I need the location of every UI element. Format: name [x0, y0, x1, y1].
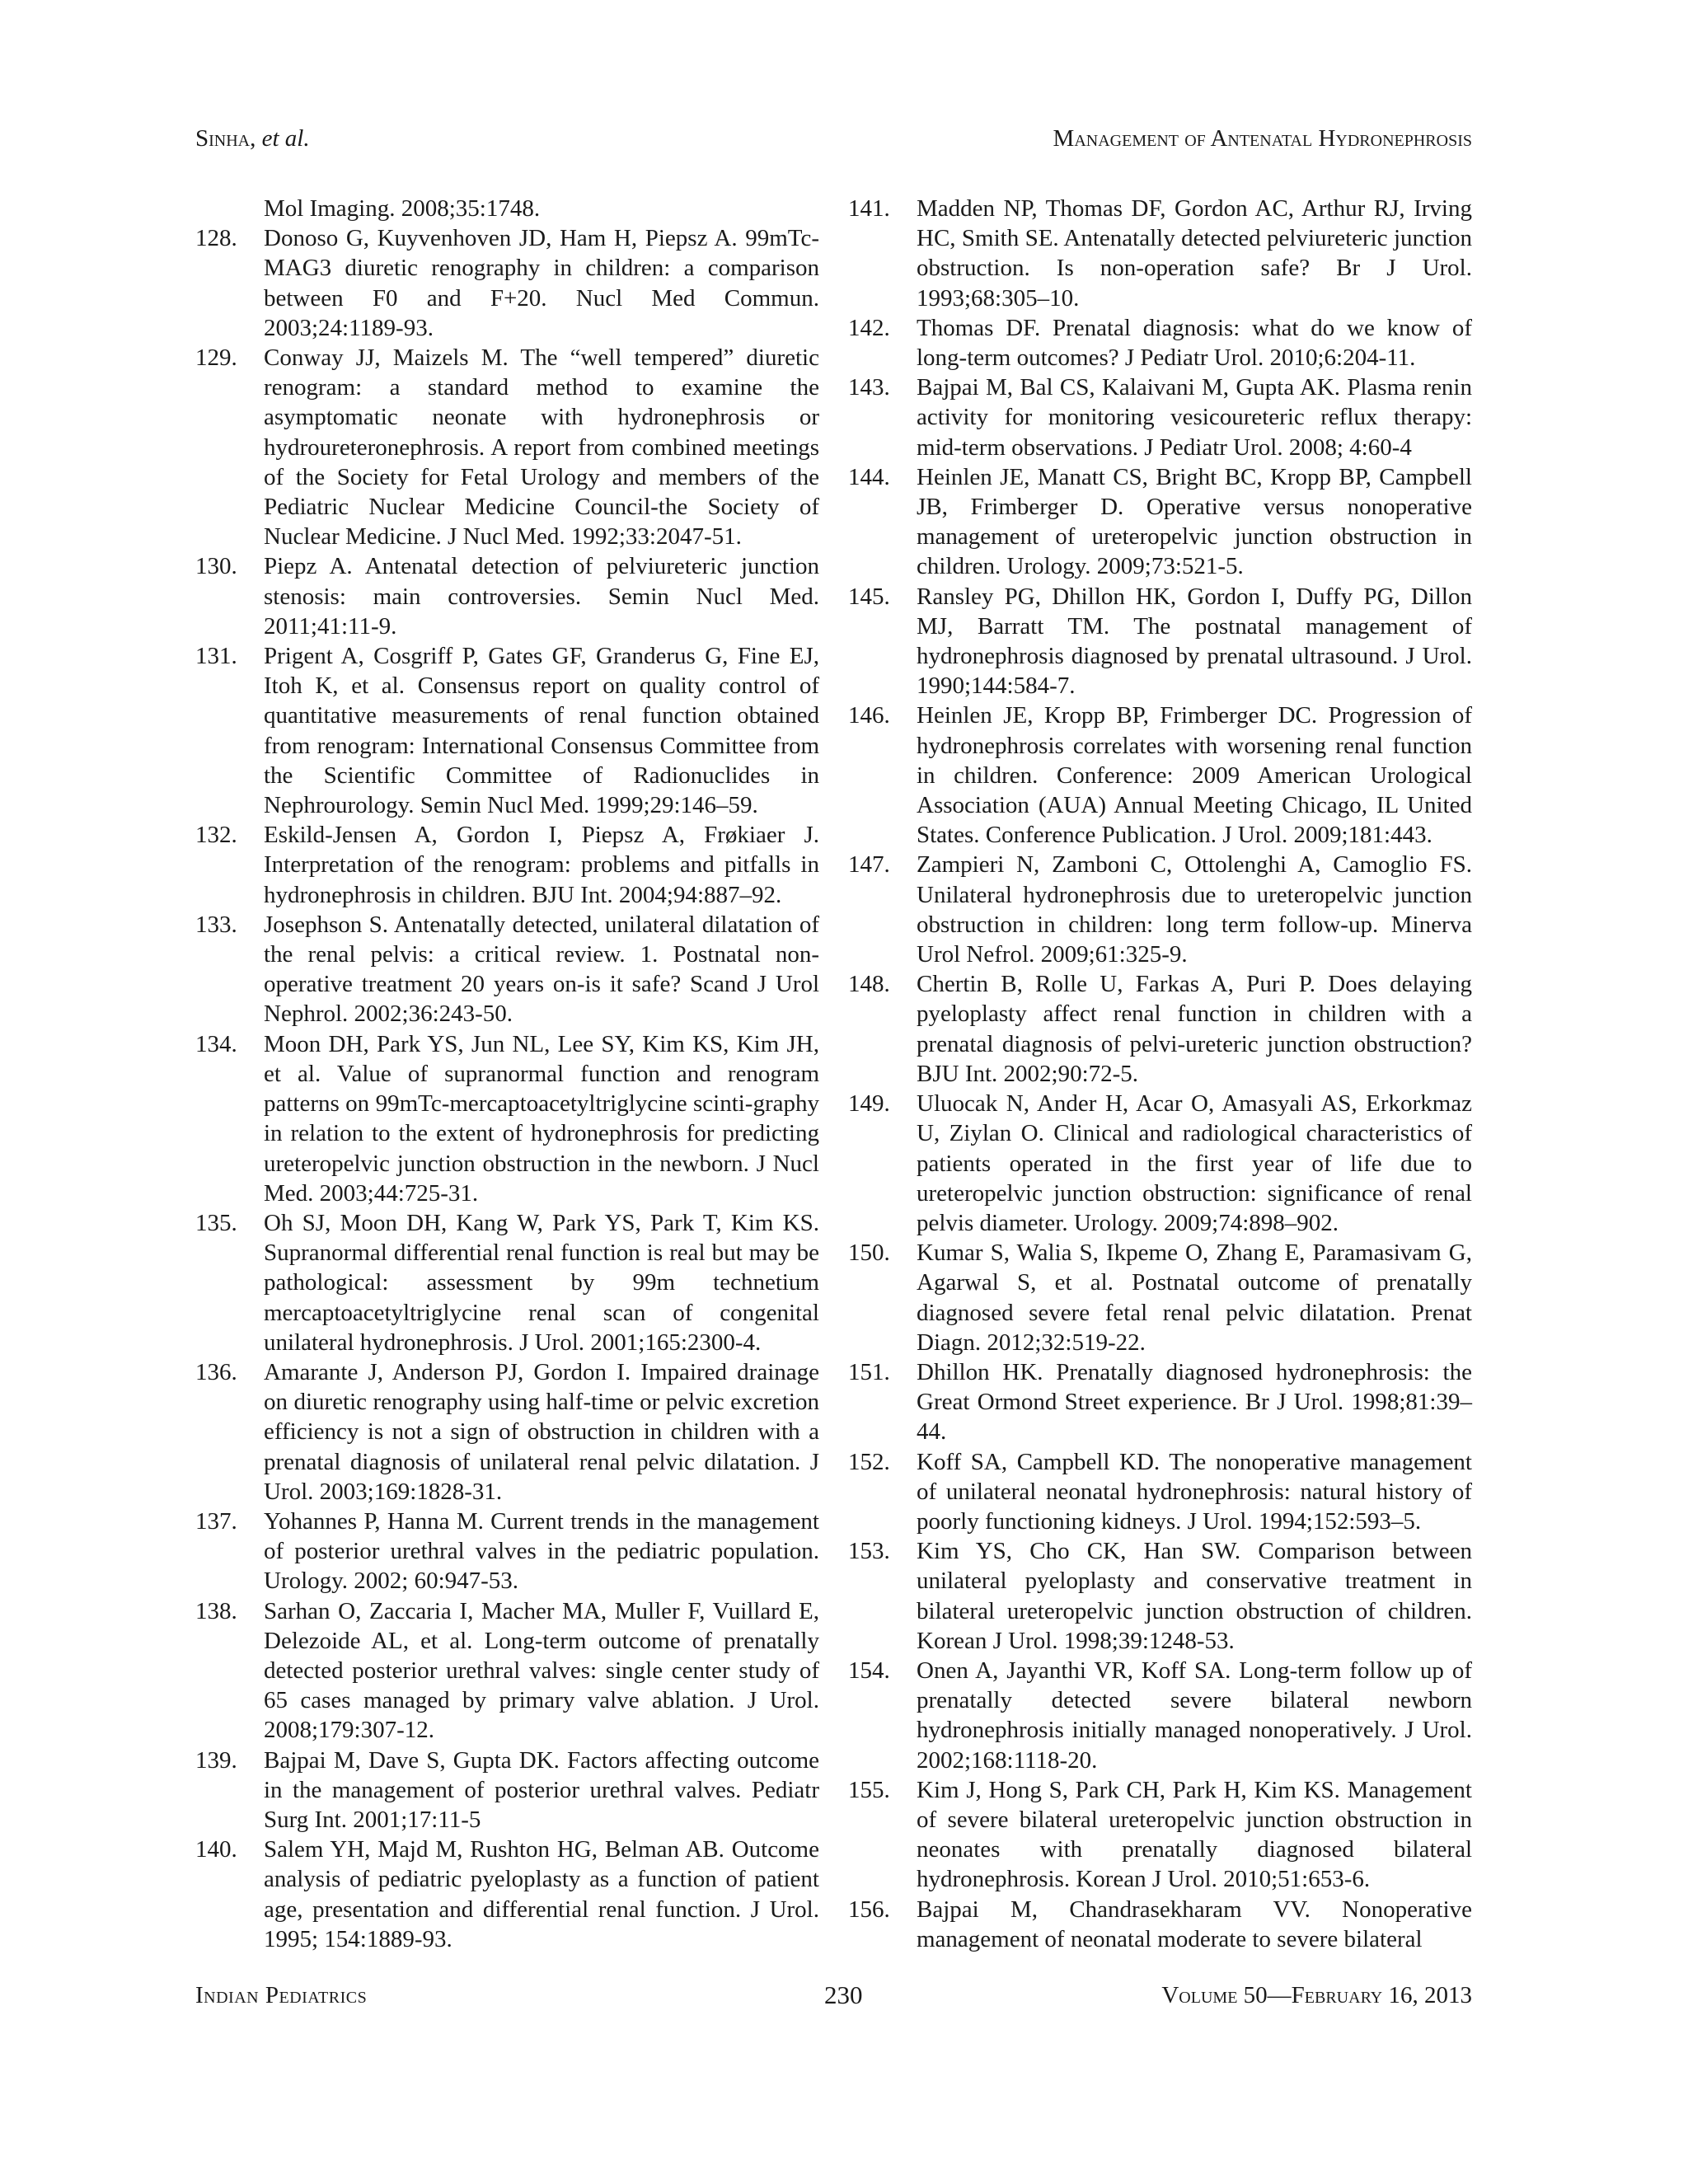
reference-continuation: Mol Imaging. 2008;35:1748. — [264, 195, 541, 222]
reference-item — [195, 1596, 819, 1746]
reference-number: 142. — [848, 314, 890, 341]
reference-number: 129. — [195, 344, 237, 372]
reference-number: 146. — [848, 702, 890, 729]
reference-item — [848, 969, 1472, 1089]
reference-number: 152. — [848, 1448, 890, 1475]
reference-number: 154. — [848, 1657, 890, 1684]
reference-item — [195, 641, 819, 820]
footer-volume-date: Volume 50—February 16, 2013 — [1161, 1982, 1472, 2008]
reference-number: 137. — [195, 1507, 237, 1535]
reference-number: 144. — [848, 463, 890, 490]
reference-item — [195, 551, 819, 641]
reference-number: 135. — [195, 1209, 237, 1236]
reference-item — [195, 1357, 819, 1507]
reference-text: Thomas DF. Prenatal diagnosis: what do we know of long-term outcomes? J Pediatr Urol. 2010;6:204-11. — [917, 314, 1472, 372]
reference-text: Prigent A, Cosgriff P, Gates GF, Granderus G, Fine EJ, Itoh K, et al. Consensus report on quality control of quantitative measurements of renal function obtained from renogram: International Consensus Committee from the Scientific Committee of Radionuclides in Nephrourology. Semin Nucl Med. 1999;29:146–59. — [264, 643, 819, 819]
reference-number: 153. — [848, 1538, 890, 1565]
reference-text: Sarhan O, Zaccaria I, Macher MA, Muller F, Vuillard E, Delezoide AL, et al. Long-term outcome of prenatally detected posterior urethral valves: single center study of 65 cases managed by primary valve ablation. J Urol. 2008;179:307-12. — [264, 1597, 819, 1744]
reference-number: 151. — [848, 1358, 890, 1385]
header-author-name: Sinha, — [195, 125, 256, 152]
reference-item — [848, 701, 1472, 850]
reference-text: Bajpai M, Chandrasekharam VV. Nonoperative management of neonatal moderate to severe bilateral — [917, 1896, 1472, 1952]
reference-text: Madden NP, Thomas DF, Gordon AC, Arthur RJ, Irving HC, Smith SE. Antenatally detected pelviureteric junction obstruction. Is non-operation safe? Br J Urol. 1993;68:305–10. — [917, 195, 1472, 312]
reference-number: 140. — [195, 1836, 237, 1863]
reference-number: 143. — [848, 374, 890, 401]
reference-item — [195, 223, 819, 343]
reference-item — [848, 1089, 1472, 1238]
reference-text: Kim J, Hong S, Park CH, Park H, Kim KS. Management of severe bilateral ureteropelvic junction obstruction in neonates with prenatally diagnosed bilateral hydronephrosis. Korean J Urol. 2010;51:653-6. — [917, 1776, 1472, 1893]
reference-number: 138. — [195, 1597, 237, 1624]
reference-number: 133. — [195, 911, 237, 938]
reference-column-left — [195, 194, 819, 1954]
reference-text: Bajpai M, Bal CS, Kalaivani M, Gupta AK. Plasma renin activity for monitoring vesicoureteric reflux therapy: mid-term observations. J Pediatr Urol. 2008; 4:60-4 — [917, 374, 1472, 461]
reference-text: Yohannes P, Hanna M. Current trends in the management of posterior urethral valves in the pediatric population. Urology. 2002; 60:947-53. — [264, 1507, 819, 1595]
reference-item — [195, 820, 819, 910]
reference-text: Ransley PG, Dhillon HK, Gordon I, Duffy PG, Dillon MJ, Barratt TM. The postnatal management of hydronephrosis diagnosed by prenatal ultrasound. J Urol. 1990;144:584-7. — [917, 583, 1472, 700]
reference-item — [848, 582, 1472, 701]
reference-text: Heinlen JE, Manatt CS, Bright BC, Kropp BP, Campbell JB, Frimberger D. Operative versus nonoperative management of ureteropelvic junction obstruction in children. Urology. 2009;73:521-5. — [917, 463, 1472, 580]
reference-list-left — [195, 223, 819, 1954]
reference-number: 149. — [848, 1090, 890, 1118]
reference-number: 148. — [848, 971, 890, 998]
reference-number: 156. — [848, 1896, 890, 1923]
reference-text: Josephson S. Antenatally detected, unilateral dilatation of the renal pelvis: a critical review. 1. Postnatal non-operative treatment 20 years on-is it safe? Scand J Urol Nephrol. 2002;36:243-50. — [264, 911, 819, 1028]
reference-text: Heinlen JE, Kropp BP, Frimberger DC. Progression of hydronephrosis correlates with worsening renal function in children. Conference: 2009 American Urological Association (AUA) Annual Meeting Chicago, IL United States. Conference Publication. J Urol. 2009;181:443. — [917, 702, 1472, 849]
reference-text: Salem YH, Majd M, Rushton HG, Belman AB. Outcome analysis of pediatric pyeloplasty as a function of patient age, presentation and differential renal function. J Urol. 1995; 154:1889-93. — [264, 1836, 819, 1952]
reference-text: Piepz A. Antenatal detection of pelviureteric junction stenosis: main controversies. Semin Nucl Med. 2011;41:11-9. — [264, 553, 819, 640]
reference-number: 131. — [195, 643, 237, 670]
reference-number: 141. — [848, 195, 890, 222]
reference-item — [848, 194, 1472, 313]
reference-item — [848, 1357, 1472, 1447]
header-author-suffix: et al. — [261, 125, 310, 152]
reference-text: Eskild-Jensen A, Gordon I, Piepsz A, Frøkiaer J. Interpretation of the renogram: problems and pitfalls in hydronephrosis in children. BJU Int. 2004;94:887–92. — [264, 822, 819, 908]
reference-number: 145. — [848, 583, 890, 610]
reference-text: Chertin B, Rolle U, Farkas A, Puri P. Does delaying pyeloplasty affect renal function in children with a prenatal diagnosis of pelvi-ureteric junction obstruction? BJU Int. 2002;90:72-5. — [917, 971, 1472, 1087]
reference-item — [848, 373, 1472, 462]
reference-item — [195, 1507, 819, 1596]
reference-text: Onen A, Jayanthi VR, Koff SA. Long-term follow up of prenatally detected severe bilateral newborn hydronephrosis initially managed nonoperatively. J Urol. 2002;168:1118-20. — [917, 1657, 1472, 1774]
reference-item — [848, 1775, 1472, 1895]
reference-number: 139. — [195, 1746, 237, 1774]
reference-text: Bajpai M, Dave S, Gupta DK. Factors affecting outcome in the management of posterior urethral valves. Pediatr Surg Int. 2001;17:11-5 — [264, 1746, 819, 1833]
reference-item — [848, 850, 1472, 969]
reference-number: 136. — [195, 1358, 237, 1385]
reference-number: 134. — [195, 1030, 237, 1057]
reference-number: 132. — [195, 822, 237, 849]
reference-text: Koff SA, Campbell KD. The nonoperative management of unilateral neonatal hydronephrosis: natural history of poorly functioning kidneys. J Urol. 1994;152:593–5. — [917, 1448, 1472, 1535]
footer-page-number: 230 — [824, 1980, 863, 2009]
reference-item — [848, 1447, 1472, 1537]
running-header-authors — [195, 125, 310, 152]
reference-item — [195, 343, 819, 551]
reference-item — [195, 1208, 819, 1357]
reference-text: Kim YS, Cho CK, Han SW. Comparison between unilateral pyeloplasty and conservative treatment in bilateral ureteropelvic junction obstruction of children. Korean J Urol. 1998;39:1248-53. — [917, 1538, 1472, 1654]
running-header-title: Management of Antenatal Hydronephrosis — [1053, 125, 1472, 152]
reference-item — [848, 313, 1472, 373]
reference-list-right — [848, 194, 1472, 1954]
reference-text: Conway JJ, Maizels M. The “well tempered” diuretic renogram: a standard method to examine the asymptomatic neonate with hydronephrosis or hydroureteronephrosis. A report from combined meetings of the Society for Fetal Urology and members of the Pediatric Nuclear Medicine Council-the Society of Nuclear Medicine. J Nucl Med. 1992;33:2047-51. — [264, 344, 819, 551]
reference-text: Moon DH, Park YS, Jun NL, Lee SY, Kim KS, Kim JH, et al. Value of supranormal function and renogram patterns on 99mTc-mercaptoacetyltriglycine scinti-graphy in relation to the extent of hydronephrosis for predicting ureteropelvic junction obstruction in the newborn. J Nucl Med. 2003;44:725-31. — [264, 1030, 819, 1207]
reference-number: 155. — [848, 1776, 890, 1803]
reference-item — [195, 910, 819, 1029]
reference-number: 128. — [195, 225, 237, 252]
reference-item — [848, 462, 1472, 582]
reference-text: Donoso G, Kuyvenhoven JD, Ham H, Piepsz A. 99mTc-MAG3 diuretic renography in children: a comparison between F0 and F+20. Nucl Med Commun. 2003;24:1189-93. — [264, 225, 819, 341]
reference-text: Kumar S, Walia S, Ikpeme O, Zhang E, Paramasivam G, Agarwal S, et al. Postnatal outcome of prenatally diagnosed severe fetal renal pelvic dilatation. Prenat Diagn. 2012;32:519-22. — [917, 1240, 1472, 1356]
reference-text: Zampieri N, Zamboni C, Ottolenghi A, Camoglio FS. Unilateral hydronephrosis due to ureteropelvic junction obstruction in children: long term follow-up. Minerva Urol Nefrol. 2009;61:325-9. — [917, 851, 1472, 968]
reference-number: 150. — [848, 1240, 890, 1267]
reference-column-right — [848, 194, 1472, 1954]
reference-item — [195, 1029, 819, 1208]
reference-item — [195, 1835, 819, 1954]
reference-text: Uluocak N, Ander H, Acar O, Amasyali AS, Erkorkmaz U, Ziylan O. Clinical and radiological characteristics of patients operated in the first year of life due to ureteropelvic junction obstruction: significance of renal pelvis diameter. Urology. 2009;74:898–902. — [917, 1090, 1472, 1236]
reference-number: 130. — [195, 553, 237, 580]
reference-number: 147. — [848, 851, 890, 879]
reference-text: Amarante J, Anderson PJ, Gordon I. Impaired drainage on diuretic renography using half-time or pelvic excretion efficiency is not a sign of obstruction in children with a prenatal diagnosis of unilateral renal pelvic dilatation. J Urol. 2003;169:1828-31. — [264, 1358, 819, 1505]
reference-item — [195, 1746, 819, 1835]
reference-text: Oh SJ, Moon DH, Kang W, Park YS, Park T, Kim KS. Supranormal differential renal function is real but may be pathological: assessment by 99m technetium mercaptoacetyltriglycine renal scan of congenital unilateral hydronephrosis. J Urol. 2001;165:2300-4. — [264, 1209, 819, 1356]
reference-text: Dhillon HK. Prenatally diagnosed hydronephrosis: the Great Ormond Street experience. Br J Urol. 1998;81:39–44. — [917, 1358, 1472, 1446]
reference-item — [848, 1895, 1472, 1954]
footer-journal-name: Indian Pediatrics — [195, 1982, 368, 2008]
reference-item — [848, 1536, 1472, 1656]
reference-item — [848, 1656, 1472, 1775]
reference-item — [848, 1238, 1472, 1357]
